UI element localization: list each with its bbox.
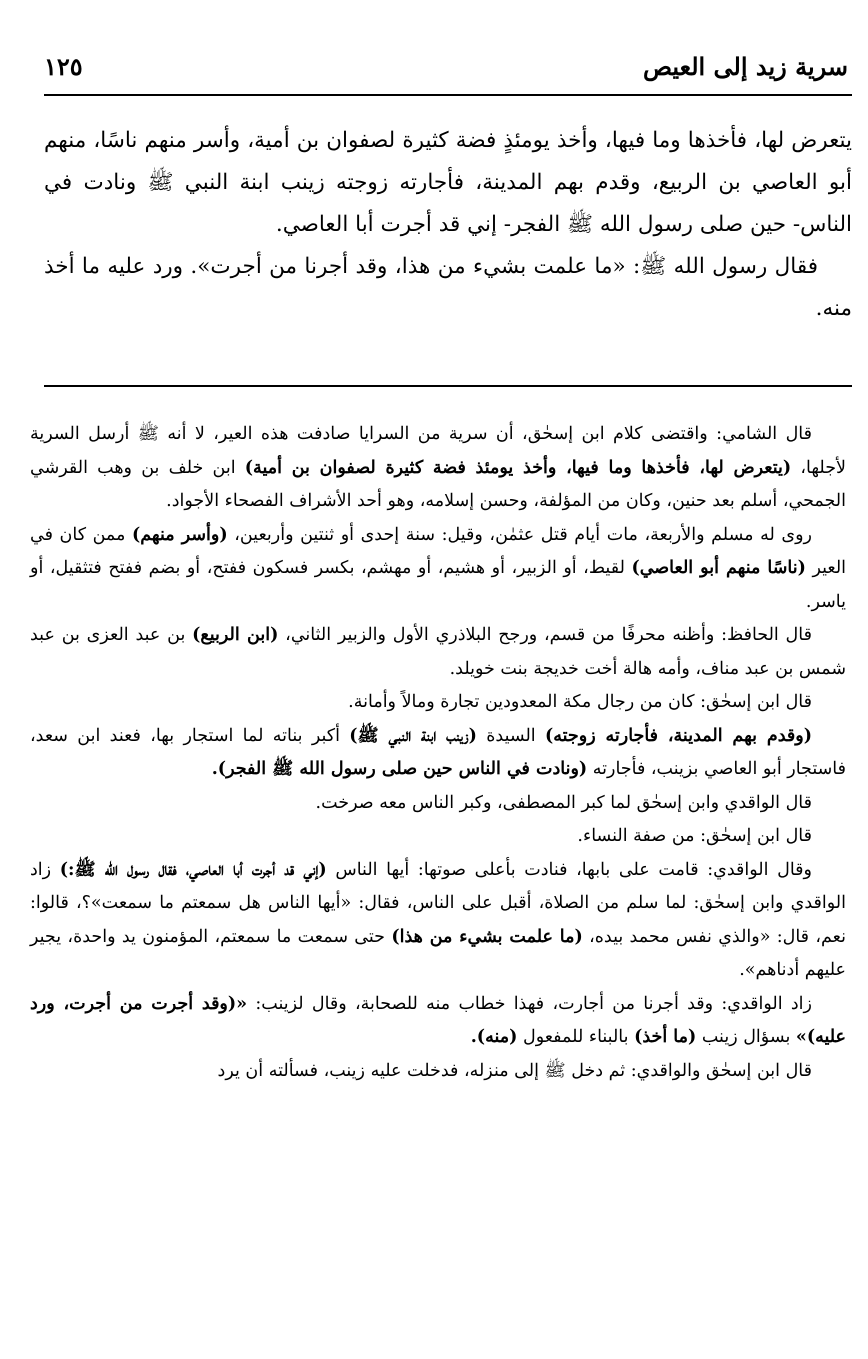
commentary-text: لقيط، أو الزبير، أو هشيم، أو مهشم، بكسر فسكون ففتح، أو بضم ففتح فتثقيل، أو ياسر.: [30, 558, 846, 612]
main-paragraph: يتعرض لها، فأخذها وما فيها، وأخذ يومئذٍ فضة كثيرة لصفوان بن أمية، وأسر منهم ناسًا، منهم أبو العاصي بن الربيع، وقدم بهم المدينة، فأجارته زوجته زينب ابنة النبي ﷺ ونادت في الناس- حين صلى رسول الله ﷺ الفجر- إني قد أجرت أبا العاصي.: [44, 128, 852, 237]
commentary-paragraph: [30, 854, 846, 988]
commentary-text: بن عبد العزى بن عبد شمس بن عبد مناف، وأمه هالة أخت خديجة بنت خويلد.: [30, 625, 846, 679]
commentary-paragraph: [30, 686, 846, 720]
quoted-text: (زينب ابنة النبي ﷺ): [349, 725, 477, 746]
quoted-text: (يتعرض لها، فأخذها وما فيها، وأخذ يومئذ فضة كثيرة لصفوان بن أمية): [244, 457, 792, 478]
commentary-paragraph: [30, 720, 846, 787]
commentary-text: حتى سمعت ما سمعتم، المؤمنون يد واحدة، يجير عليهم أدناهم».: [30, 926, 846, 980]
main-paragraph: فقال رسول الله ﷺ: «ما علمت بشيء من هذا، وقد أجرنا من أجرت». ورد عليه ما أخذ منه.: [44, 254, 852, 321]
quoted-text: (ابن الربيع): [192, 625, 279, 645]
commentary-text: أكبر بناته لما استجار بها، فعند ابن سعد، فاستجار أبو العاصي بزينب، فأجارته: [30, 725, 846, 779]
commentary-text: زاد الواقدي: وقد أجرنا من أجارت، فهذا خطاب منه للصحابة، وقال لزينب:: [247, 993, 812, 1014]
commentary-paragraph: [30, 988, 846, 1055]
running-title: سرية زيد إلى العيص: [642, 52, 848, 81]
commentary-text: وقال الواقدي: قامت على بابها، فنادت بأعلى صوتها: أيها الناس: [326, 859, 812, 880]
commentary-text: بسؤال زينب: [696, 1027, 796, 1047]
quoted-text: (ما أخذ): [634, 1027, 697, 1047]
commentary-paragraph: [30, 787, 846, 821]
main-text: [44, 120, 852, 330]
page-number: ١٢٥: [44, 52, 83, 81]
commentary-text: قال الواقدي وابن إسحٰق لما كبر المصطفى، وكبر الناس معه صرخت.: [315, 792, 812, 813]
commentary-text: قال ابن إسحٰق: من صفة النساء.: [577, 826, 812, 846]
commentary-paragraph: [30, 820, 846, 854]
commentary-text: قال الشامي: واقتضى كلام ابن إسحٰق، أن سرية من السرايا صادفت هذه العير، لا أنه ﷺ أرسل السرية لأجلها،: [30, 424, 847, 478]
commentary-text: قال الحافظ: وأظنه محرفًا من قسم، ورجح البلاذري الأول والزبير الثاني،: [278, 625, 812, 645]
commentary-section: [30, 418, 846, 1088]
quoted-text: (ناسًا منهم أبو العاصي): [631, 558, 806, 578]
quoted-text: (وقدم بهم المدينة، فأجارته زوجته): [544, 725, 812, 746]
commentary-text: بالبناء للمفعول: [517, 1027, 635, 1047]
commentary-text: السيدة: [476, 725, 545, 746]
commentary-text: قال ابن إسحٰق والواقدي: ثم دخل ﷺ إلى منزله، فدخلت عليه زينب، فسألته أن يرد: [217, 1060, 812, 1081]
quoted-text: «(وقد أجرت من أجرت، ورد عليه)»: [30, 993, 846, 1047]
commentary-text: روى له مسلم والأربعة، مات أيام قتل عثمٰن، وقيل: سنة إحدى أو ثنتين وأربعين،: [227, 524, 812, 545]
quoted-text: (ونادت في الناس حين صلى رسول الله ﷺ الفجر).: [211, 759, 588, 779]
commentary-paragraph: [30, 519, 846, 620]
section-divider: [44, 385, 852, 387]
quoted-text: (منه).: [470, 1027, 518, 1047]
quoted-text: (وأسر منهم): [131, 524, 228, 545]
page-header: [44, 52, 848, 81]
commentary-text: ابن خلف بن وهب القرشي الجمحي، أسلم بعد حنين، وكان من المؤلفة، وحسن إسلامه، وهو أحد الأشراف الفصحاء الأجواد.: [30, 457, 846, 511]
commentary-paragraph: [30, 1055, 846, 1089]
commentary-text: ممن كان في العير: [30, 524, 847, 578]
quoted-text: (ما علمت بشيء من هذا): [391, 926, 583, 947]
header-rule: [44, 94, 852, 96]
quoted-text: (إني قد أجرت أبا العاصي، فقال رسول الله ﷺ:): [59, 859, 327, 880]
commentary-text: زاد الواقدي وابن إسحٰق: لما سلم من الصلاة، أقبل على الناس، فقال: «أيها الناس هل سمعتم ما سمعت»؟، قالوا: نعم، قال: «والذي نفس محمد بيده،: [30, 859, 846, 947]
commentary-text: قال ابن إسحٰق: كان من رجال مكة المعدودين تجارة ومالاً وأمانة.: [348, 692, 812, 712]
commentary-paragraph: [30, 619, 846, 686]
commentary-paragraph: [30, 418, 846, 519]
